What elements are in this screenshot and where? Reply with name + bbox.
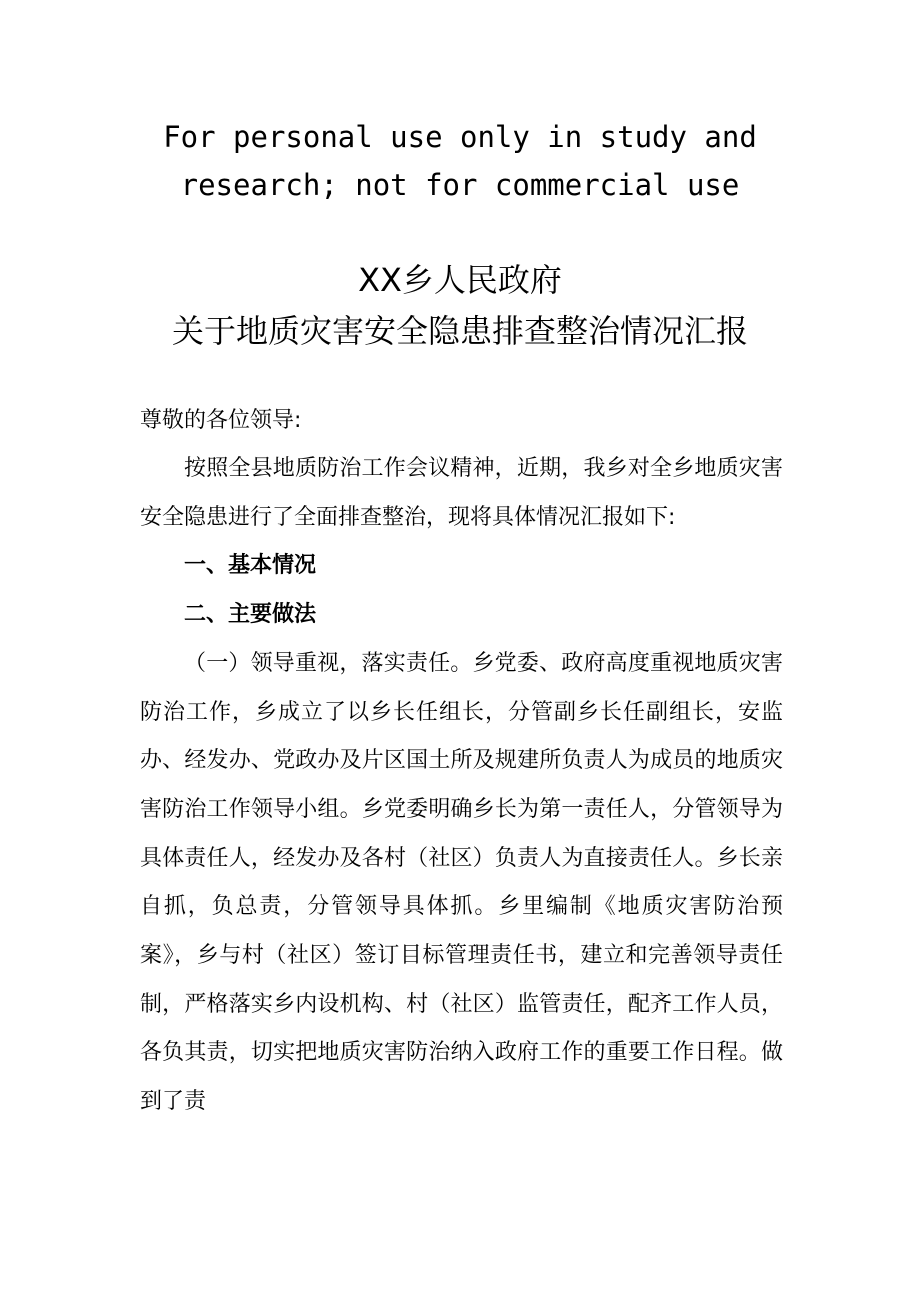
document-title-line-1: XX乡人民政府: [358, 261, 562, 299]
section-heading-main-measures: 二、主要做法: [184, 602, 317, 628]
disclaimer-line-2: research; not for commercial use: [180, 168, 740, 202]
body-paragraph: （一）领导重视，落实责任。乡党委、政府高度重视地质灾害防治工作，乡成立了以乡长任组长，分管副乡长任副组长，安监办、经发办、党政办及片区国土所及规建所负责人为成员的地质灾害防治工作领导小组。乡党委明确乡长为第一责任人，分管领导为具体责任人，经发办及各村（社区）负责人为直接责任人。乡长亲自抓，负总责，分管领导具体抓。乡里编制《地质灾害防治预案》，乡与村（社区）签订目标管理责任书，建立和完善领导责任制，严格落实乡内设机构、村（社区）监管责任，配齐工作人员，各负其责，切实把地质灾害防治纳入政府工作的重要工作日程。做到了责: [140, 650, 783, 1115]
disclaimer-line-1: For personal use only in study and: [163, 120, 757, 154]
document-body: [140, 445, 783, 1127]
section-heading-basic-situation: 一、基本情况: [184, 553, 317, 579]
document-title-line-2: 关于地质灾害安全隐患排查整治情况汇报: [171, 312, 748, 350]
intro-paragraph: 按照全县地质防治工作会议精神，近期，我乡对全乡地质灾害安全隐患进行了全面排查整治，现将具体情况汇报如下:: [140, 456, 783, 530]
salutation: 尊敬的各位领导:: [140, 408, 302, 433]
